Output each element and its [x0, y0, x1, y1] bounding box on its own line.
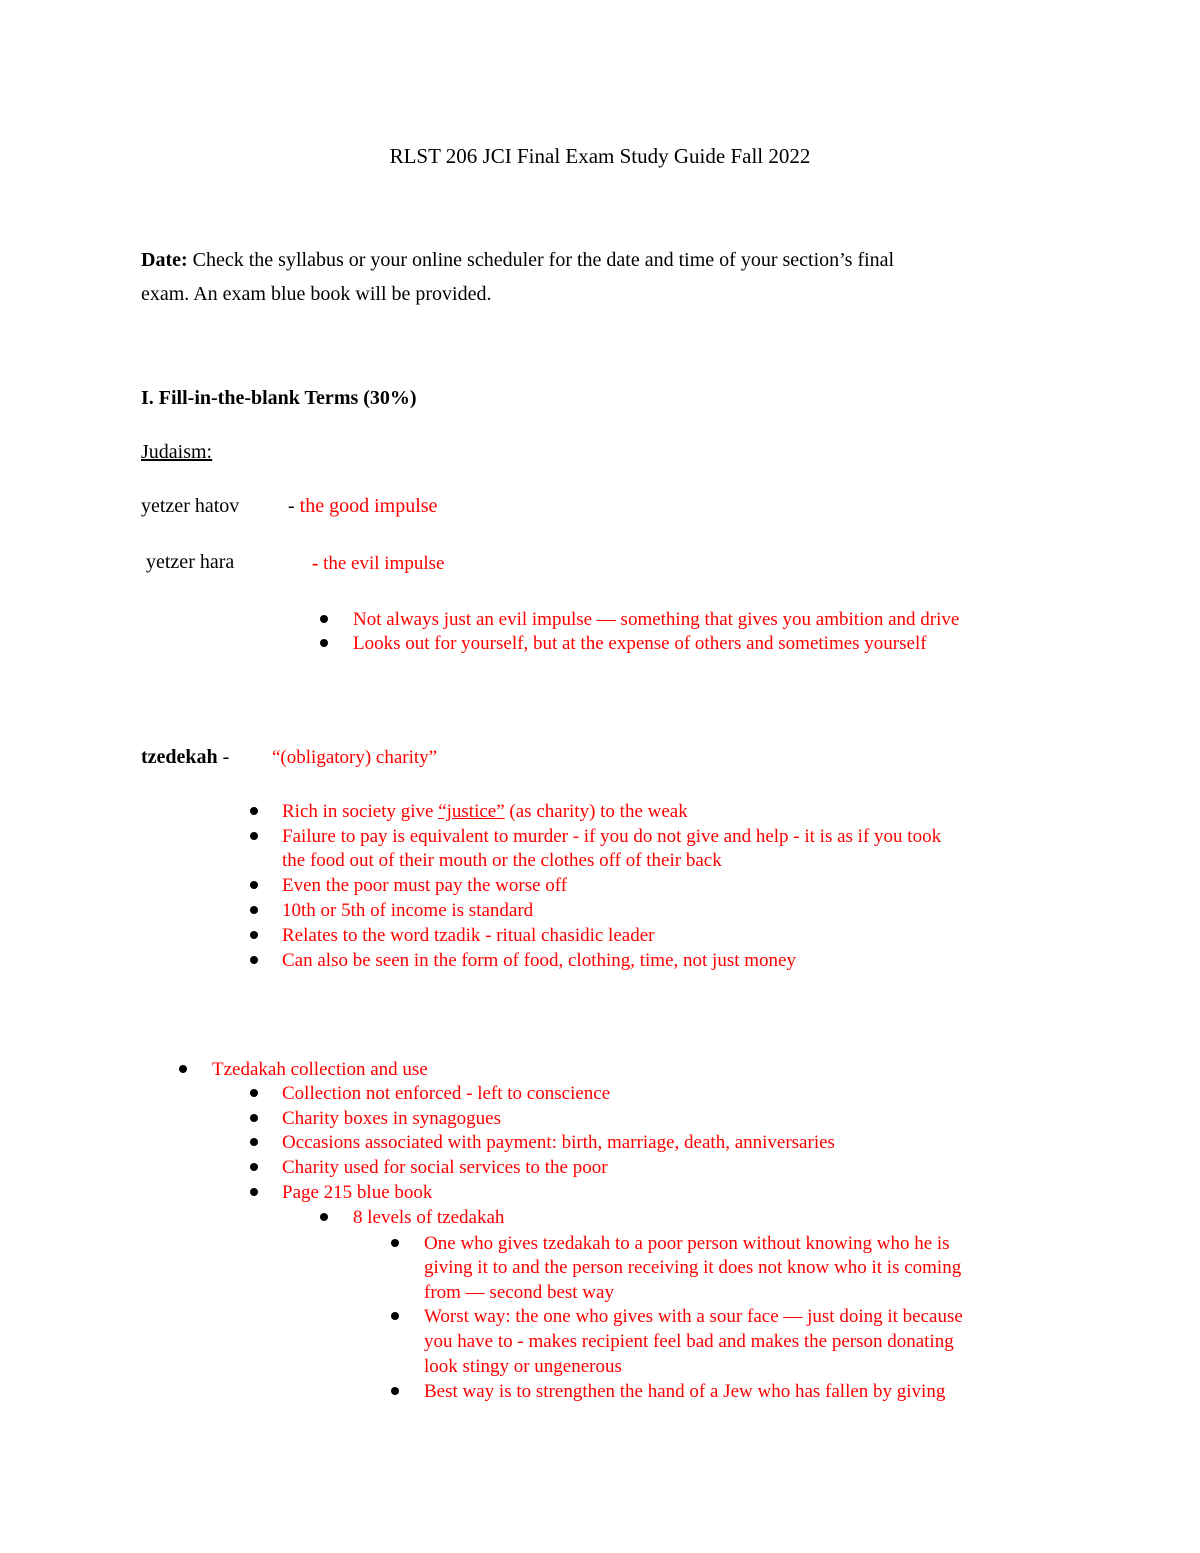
list-item: Collection not enforced - left to conscience [282, 1083, 611, 1104]
date-text-line1: Check the syllabus or your online scheduler for the date and time of your section’s final [187, 249, 895, 271]
level-item-line1: Worst way: the one who gives with a sour face — just doing it because [424, 1306, 963, 1327]
list-item: Can also be seen in the form of food, clothing, time, not just money [282, 950, 796, 971]
bullet-marker [250, 1082, 258, 1106]
level-item-line2: giving it to and the person receiving it does not know who it is coming [424, 1257, 962, 1278]
section-heading: I. Fill-in-the-blank Terms (30%) [141, 387, 417, 409]
justice-underlined: “justice” [438, 801, 505, 822]
bullet-marker [250, 825, 258, 849]
list-item: Page 215 blue book [282, 1182, 433, 1203]
level-item-line1: One who gives tzedakah to a poor person without knowing who he is [424, 1233, 950, 1254]
definition-text: the good impulse [299, 495, 438, 517]
list-item: 10th or 5th of income is standard [282, 900, 534, 921]
bullet-marker [391, 1232, 399, 1256]
bullet-marker [391, 1305, 399, 1329]
list-item-text: (as charity) to the weak [504, 801, 688, 822]
level-item-line3: look stingy or ungenerous [424, 1356, 622, 1377]
bullet-marker [250, 1107, 258, 1131]
definition-yetzer-hara [312, 552, 444, 576]
subheading-judaism: Judaism: [141, 441, 213, 463]
collection-heading: Tzedakah collection and use [212, 1059, 428, 1080]
term-dash: - [217, 746, 230, 768]
list-item: Not always just an evil impulse — something that gives you ambition and drive [353, 609, 960, 630]
list-item: Charity used for social services to the poor [282, 1157, 608, 1178]
levels-heading: 8 levels of tzedakah [353, 1207, 505, 1228]
term-tzedekah: tzedekah [141, 746, 218, 768]
term-yetzer-hara: yetzer hara [146, 551, 235, 573]
list-item-line2: the food out of their mouth or the clothes off of their back [282, 850, 722, 871]
date-label: Date: [141, 249, 188, 271]
list-item-line1: Failure to pay is equivalent to murder - if you do not give and help - it is as if you took [282, 826, 942, 847]
bullet-marker [250, 800, 258, 824]
list-item [282, 800, 688, 825]
bullet-marker [250, 1181, 258, 1205]
date-paragraph-line1 [141, 243, 894, 277]
bullet-marker [250, 1131, 258, 1155]
bullet-marker [320, 632, 328, 656]
bullet-marker [391, 1380, 399, 1404]
definition-yetzer-hatov [288, 489, 437, 523]
bullet-marker [320, 1206, 328, 1230]
bullet-marker [250, 899, 258, 923]
list-item: Even the poor must pay the worse off [282, 875, 568, 896]
bullet-marker [250, 924, 258, 948]
bullet-marker [320, 608, 328, 632]
date-text-line2: exam. An exam blue book will be provided. [141, 283, 492, 305]
definition-tzedekah: “(obligatory) charity” [272, 747, 438, 768]
term-dash: - [312, 553, 324, 574]
bullet-marker [179, 1058, 187, 1082]
bullet-marker [250, 949, 258, 973]
bullet-marker [250, 874, 258, 898]
page-title: RLST 206 JCI Final Exam Study Guide Fall 2022 [389, 144, 811, 168]
term-tzedekah-row [141, 744, 229, 770]
bullet-marker [250, 1156, 258, 1180]
term-yetzer-hatov: yetzer hatov [141, 495, 240, 517]
level-item-line1: Best way is to strengthen the hand of a Jew who has fallen by giving [424, 1381, 946, 1402]
list-item: Relates to the word tzadik - ritual chasidic leader [282, 925, 655, 946]
list-item: Occasions associated with payment: birth, marriage, death, anniversaries [282, 1132, 835, 1153]
definition-text: the evil impulse [323, 553, 445, 574]
list-item: Charity boxes in synagogues [282, 1108, 502, 1129]
list-item: Looks out for yourself, but at the expense of others and sometimes yourself [353, 633, 927, 654]
term-dash: - [288, 495, 300, 517]
list-item-text: Rich in society give [282, 801, 439, 822]
level-item-line2: you have to - makes recipient feel bad and makes the person donating [424, 1331, 954, 1352]
level-item-line3: from — second best way [424, 1282, 614, 1303]
